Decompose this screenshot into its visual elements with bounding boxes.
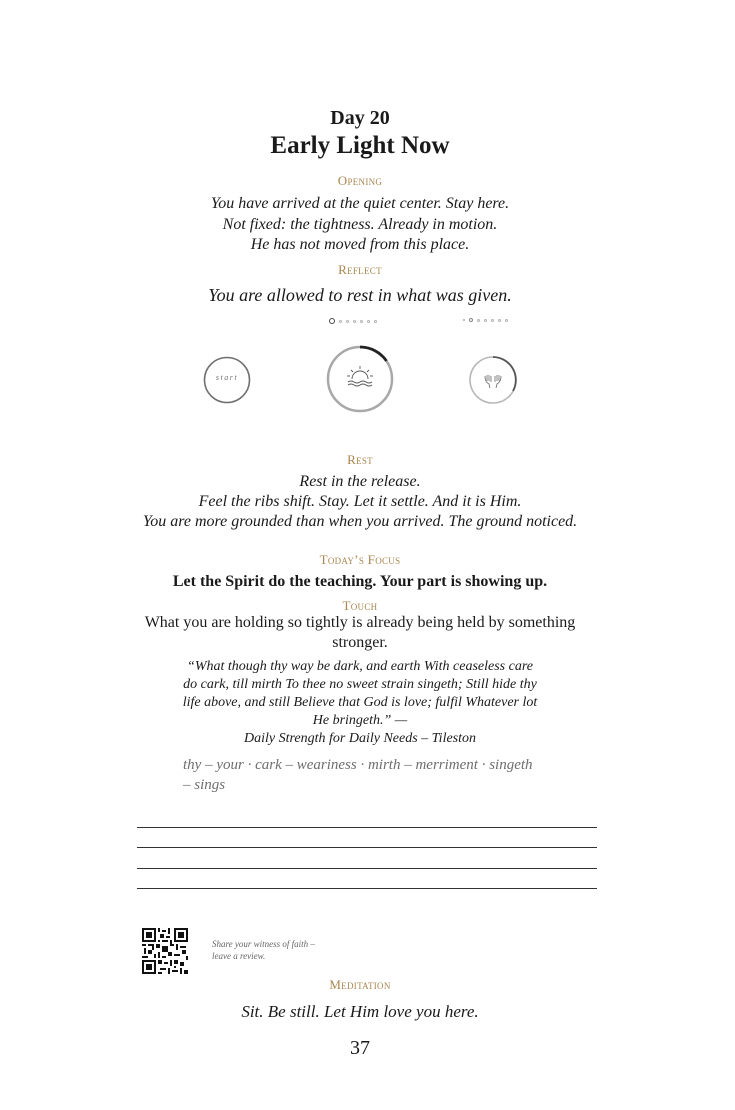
step-dot[interactable] <box>346 320 349 323</box>
step-dot[interactable] <box>374 320 377 323</box>
sunrise-progress-button[interactable] <box>325 344 395 414</box>
step-dot[interactable] <box>339 320 342 323</box>
journal-line[interactable] <box>137 868 597 869</box>
step-dot[interactable] <box>463 319 465 321</box>
opening-heading: Opening <box>337 173 383 188</box>
opening-line: He has not moved from this place. <box>250 236 470 253</box>
day-label: Day 20 <box>330 107 390 129</box>
hands-ring <box>468 355 518 405</box>
glossary-text: thy – your · cark – weariness · mirth – merriment · singeth – sings <box>183 757 533 793</box>
step-dot-active[interactable] <box>329 318 335 324</box>
hands-progress-button[interactable] <box>468 355 518 405</box>
focus-heading: Today’s Focus <box>319 552 401 567</box>
sunrise-icon <box>347 366 373 386</box>
start-button[interactable] <box>203 356 251 404</box>
rest-text <box>0 472 720 532</box>
rest-line: You are more grounded than when you arrived. The ground noticed. <box>142 513 578 530</box>
step-dot[interactable] <box>360 320 363 323</box>
step-dot[interactable] <box>498 319 501 322</box>
step-dot[interactable] <box>484 319 487 322</box>
touch-text: What you are holding so tightly is already being held by something stronger. <box>144 614 576 651</box>
step-dots-right <box>463 318 508 322</box>
hands-icon <box>485 375 501 388</box>
rest-line: Feel the ribs shift. Stay. Let it settle. And it is Him. <box>198 493 522 510</box>
opening-text <box>0 194 720 256</box>
reflect-heading: Reflect <box>338 262 382 277</box>
step-dots-left <box>329 318 377 324</box>
journal-line[interactable] <box>137 888 597 889</box>
quote-block <box>180 658 540 748</box>
touch-heading: Touch <box>342 598 378 613</box>
rest-line: Rest in the release. <box>299 473 421 490</box>
page-title: Early Light Now <box>270 132 450 159</box>
step-dot[interactable] <box>491 319 494 322</box>
focus-text: Let the Spirit do the teaching. Your part is showing up. <box>172 573 548 590</box>
step-dot[interactable] <box>353 320 356 323</box>
rest-heading: Rest <box>347 452 373 467</box>
quote-source: Daily Strength for Daily Needs – Tileston <box>243 731 477 746</box>
reflect-text: You are allowed to rest in what was given. <box>208 285 512 305</box>
sunrise-ring <box>325 344 395 414</box>
start-label: start <box>215 373 239 382</box>
journal-line[interactable] <box>137 827 597 828</box>
meditation-text: Sit. Be still. Let Him love you here. <box>241 1002 479 1021</box>
qr-code-icon[interactable] <box>142 928 188 974</box>
review-prompt[interactable] <box>212 938 315 962</box>
step-dot-current[interactable] <box>469 318 473 322</box>
quote-text: “What though thy way be dark, and earth With ceaseless care do cark, till mirth To thee no sweet strain singeth; Still hide thy life above, and still Believe that God is love; fulfil Whatever lot He bringeth.” — <box>182 659 538 728</box>
page-number: 37 <box>350 1037 370 1059</box>
step-dot[interactable] <box>505 319 508 322</box>
journal-line[interactable] <box>137 847 597 848</box>
opening-line: You have arrived at the quiet center. Stay here. <box>210 195 510 212</box>
review-line: leave a review. <box>212 951 266 961</box>
opening-line: Not fixed: the tightness. Already in motion. <box>222 215 498 233</box>
step-dot[interactable] <box>477 319 480 322</box>
step-dot[interactable] <box>367 320 370 323</box>
meditation-heading: Meditation <box>329 977 391 992</box>
review-line: Share your witness of faith – <box>212 939 315 949</box>
